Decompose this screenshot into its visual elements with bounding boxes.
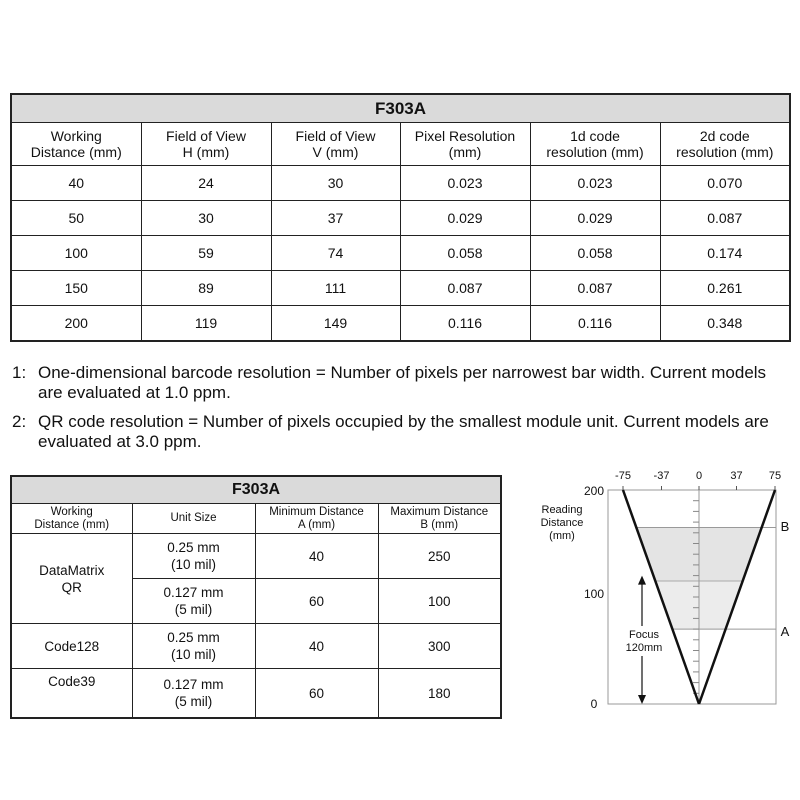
reading-distance-diagram [520,460,800,720]
table-cell: 150 [11,271,141,306]
table-cell: 119 [141,306,271,342]
table-cell: 100 [11,236,141,271]
table-cell: 30 [141,201,271,236]
table-cell: 0.029 [400,201,530,236]
x-tick-label: 0 [695,470,703,482]
x-tick-label: 37 [730,470,743,482]
min-distance-cell: 60 [255,579,378,624]
max-distance-cell: 300 [378,624,501,669]
table-cell: 0.348 [660,306,790,342]
y-tick-label: 100 [583,587,605,601]
table-cell: 0.116 [400,306,530,342]
column-header-working-distance: Working Distance (mm) [11,123,141,166]
focus-arrowhead-down [638,695,646,704]
table-row [11,669,501,719]
min-distance-cell: 40 [255,624,378,669]
footnote-2 [12,412,782,452]
footnote-number: 1: [12,363,27,382]
footnote-1 [12,363,782,403]
table-row [11,166,790,201]
max-distance-cell: 100 [378,579,501,624]
y-axis-label-line3: (mm) [549,530,575,542]
unit-size-cell: 0.25 mm (10 mil) [132,534,255,579]
table-cell: 200 [11,306,141,342]
code-type-cell: Code128 [11,624,132,669]
footnote-text: QR code resolution = Number of pixels occupied by the smallest module unit. Current models are evaluated at 3.0 ppm. [38,412,769,451]
column-header-working-distance: Working Distance (mm) [11,504,132,534]
y-tick-label: 200 [583,484,605,498]
table-cell: 0.174 [660,236,790,271]
table-cell: 0.058 [530,236,660,271]
table-row [11,236,790,271]
focus-label-line1: Focus [629,629,659,641]
footnote-text: One-dimensional barcode resolution = Number of pixels per narrowest bar width. Current models are evaluated at 1.0 ppm. [38,363,767,402]
table-cell: 0.029 [530,201,660,236]
x-axis-tickmarks [623,486,775,490]
marker-a-label: A [780,624,790,639]
column-header-min-distance: Minimum Distance A (mm) [255,504,378,534]
table-cell: 111 [271,271,400,306]
table-cell: 74 [271,236,400,271]
focus-label-line2: 120mm [625,642,663,654]
table-cell: 0.070 [660,166,790,201]
table-cell: 0.023 [530,166,660,201]
unit-size-cell: 0.127 mm (5 mil) [132,579,255,624]
column-header-max-distance: Maximum Distance B (mm) [378,504,501,534]
focus-arrowhead-up [638,576,646,585]
table-row [11,534,501,579]
table-cell: 0.087 [660,201,790,236]
column-header-1d-resolution: 1d code resolution (mm) [530,123,660,166]
table-cell: 89 [141,271,271,306]
max-distance-cell: 180 [378,669,501,719]
column-header-unit-size: Unit Size [132,504,255,534]
table-cell: 0.058 [400,236,530,271]
table-title: F303A [11,94,790,123]
table-cell: 0.023 [400,166,530,201]
y-tick-label: 0 [590,697,598,711]
table-row [11,271,790,306]
x-tick-label: -75 [615,470,631,482]
code-type-cell: Code39 [11,669,132,719]
table-cell: 50 [11,201,141,236]
marker-b-label: B [780,519,790,534]
y-axis-label-line1: Reading [541,504,583,516]
table-row [11,201,790,236]
table-cell: 40 [11,166,141,201]
table-title: F303A [11,476,501,504]
table-cell: 0.261 [660,271,790,306]
table-cell: 30 [271,166,400,201]
x-tick-label: -37 [653,470,670,482]
table-cell: 59 [141,236,271,271]
min-distance-cell: 40 [255,534,378,579]
min-distance-cell: 60 [255,669,378,719]
max-distance-cell: 250 [378,534,501,579]
table-row [11,306,790,342]
table-cell: 0.087 [400,271,530,306]
column-header-2d-resolution: 2d code resolution (mm) [660,123,790,166]
code-type-cell: DataMatrix QR [11,534,132,624]
column-header-pixel-resolution: Pixel Resolution (mm) [400,123,530,166]
table-cell: 24 [141,166,271,201]
table-cell: 149 [271,306,400,342]
x-tick-label: 75 [768,470,782,482]
reading-distance-table [10,475,502,719]
table-row [11,624,501,669]
table-cell: 37 [271,201,400,236]
table-cell: 0.116 [530,306,660,342]
unit-size-cell: 0.25 mm (10 mil) [132,624,255,669]
resolution-table [10,93,791,342]
column-header-fov-h: Field of View H (mm) [141,123,271,166]
y-axis-label-line2: Distance [540,517,584,529]
table-cell: 0.087 [530,271,660,306]
unit-size-cell: 0.127 mm (5 mil) [132,669,255,719]
footnote-number: 2: [12,412,27,431]
column-header-fov-v: Field of View V (mm) [271,123,400,166]
